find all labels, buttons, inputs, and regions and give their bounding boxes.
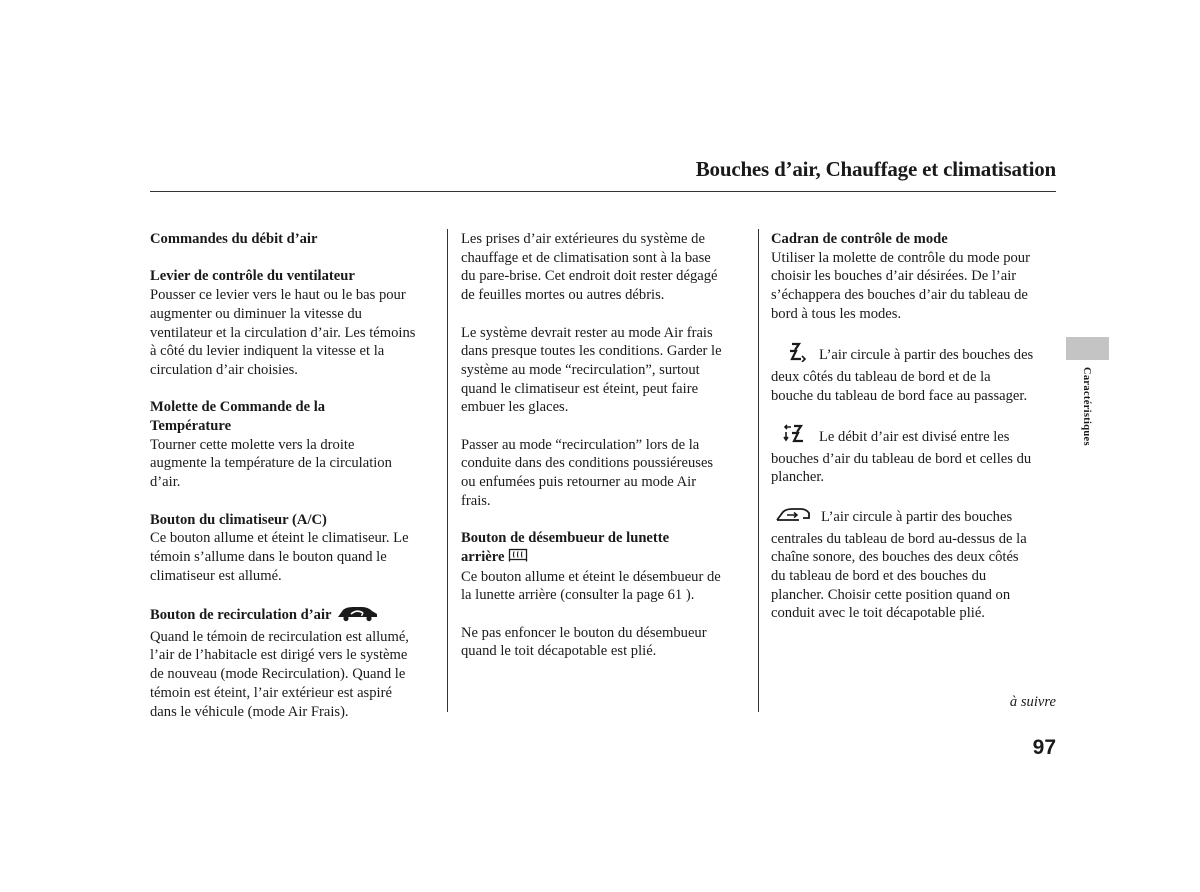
fan-lever-text: Pousser ce levier vers le haut ou le bas pour augmenter ou diminuer la vitesse du ventilateur et la circulation d’air. Les témoins à côté du levier indiquent la vitesse et la circulation d’air choisies. [150,287,416,378]
fresh-air-mode-text: Le système devrait rester au mode Air frais dans presque toutes les conditions. Garder le système au mode “recirculation”, surtout quand le climatiseur est éteint, peut faire embuer les glaces. [461,324,722,416]
recirculation-icon [335,604,379,628]
rear-defroster-icon [508,548,528,568]
temperature-dial-text: Tourner cette molette vers la droite augmente la température de la circulation d’air. [150,436,392,491]
section-side-label: Caractéristiques [1081,367,1092,446]
recirculation-advice-text: Passer au mode “recirculation” lors de la conduite dans des conditions poussiéreuses ou enfumées puis retourner au mode Air frais. [461,436,714,509]
heading-rear-defroster: Bouton de désembueur de lunette arrière [461,529,751,567]
page-title: Bouches d’air, Chauffage et climatisation [695,157,1056,181]
dash-vent-mode-icon [783,342,809,368]
heading-fan-lever: Levier de contrôle du ventilateur [150,268,355,285]
bi-level-mode-text: Le débit d’air est divisé entre les bouches d’air du tableau de bord et celles du plancher. [771,424,1056,487]
column-2 [461,230,751,661]
page-number: 97 [1032,736,1056,759]
rear-defroster-text: Ce bouton allume et éteint le désembueur de la lunette arrière (consulter la page 61 ). [461,568,721,604]
heading-temperature-dial: Molette de Commande de la Température [150,399,326,434]
continued-label: à suivre [1009,694,1056,710]
folded-top-warning-text: Ne pas enfoncer le bouton du désembueur quand le toit décapotable est plié. [461,624,707,660]
bi-level-mode-icon [783,424,809,450]
mode-dial-text: Utiliser la molette de contrôle du mode pour choisir les bouches d’air désirées. De l’air s’échappera des bouches d’air du tableau de bord à tous les modes. [771,249,1030,322]
floor-dash-mode-icon [775,506,811,530]
column-divider-2 [758,229,759,712]
dash-vent-mode-text: L’air circule à partir des bouches des deux côtés du tableau de bord et de la bouche du tableau de bord face au passager. [771,342,1056,405]
section-tab-marker [1066,337,1109,360]
air-intake-text: Les prises d’air extérieures du système de chauffage et de climatisation sont à la base du pare-brise. Cet endroit doit rester dégagé de feuilles mortes ou autres débris. [461,231,718,304]
recirculation-text: Quand le témoin de recirculation est allumé, l’air de l’habitacle est dirigé vers le système de nouveau (mode Recirculation). Quand le témoin est éteint, l’air extérieur est aspiré dans le véhicule (mode Air Frais). [150,628,409,720]
heading-ac-button: Bouton du climatiseur (A/C) [150,511,327,528]
heading-air-flow-controls: Commandes du débit d’air [150,231,318,247]
ac-button-text: Ce bouton allume et éteint le climatiseur. Le témoin s’allume dans le bouton quand le climatiseur est allumé. [150,530,409,584]
column-3 [771,230,1056,623]
heading-recirculation-button: Bouton de recirculation d’air [150,607,332,624]
column-1 [150,230,435,721]
column-divider-1 [447,229,448,712]
floor-dash-mode-text: L’air circule à partir des bouches centrales du tableau de bord au-dessus de la chaîne sonore, des bouches des deux côtés du tableau de bord et des bouches du plancher. Choisir cette position quand on conduit avec le toit décapotable plié. [771,506,1056,623]
heading-mode-dial: Cadran de contrôle de mode [771,231,948,247]
title-rule [150,191,1056,192]
